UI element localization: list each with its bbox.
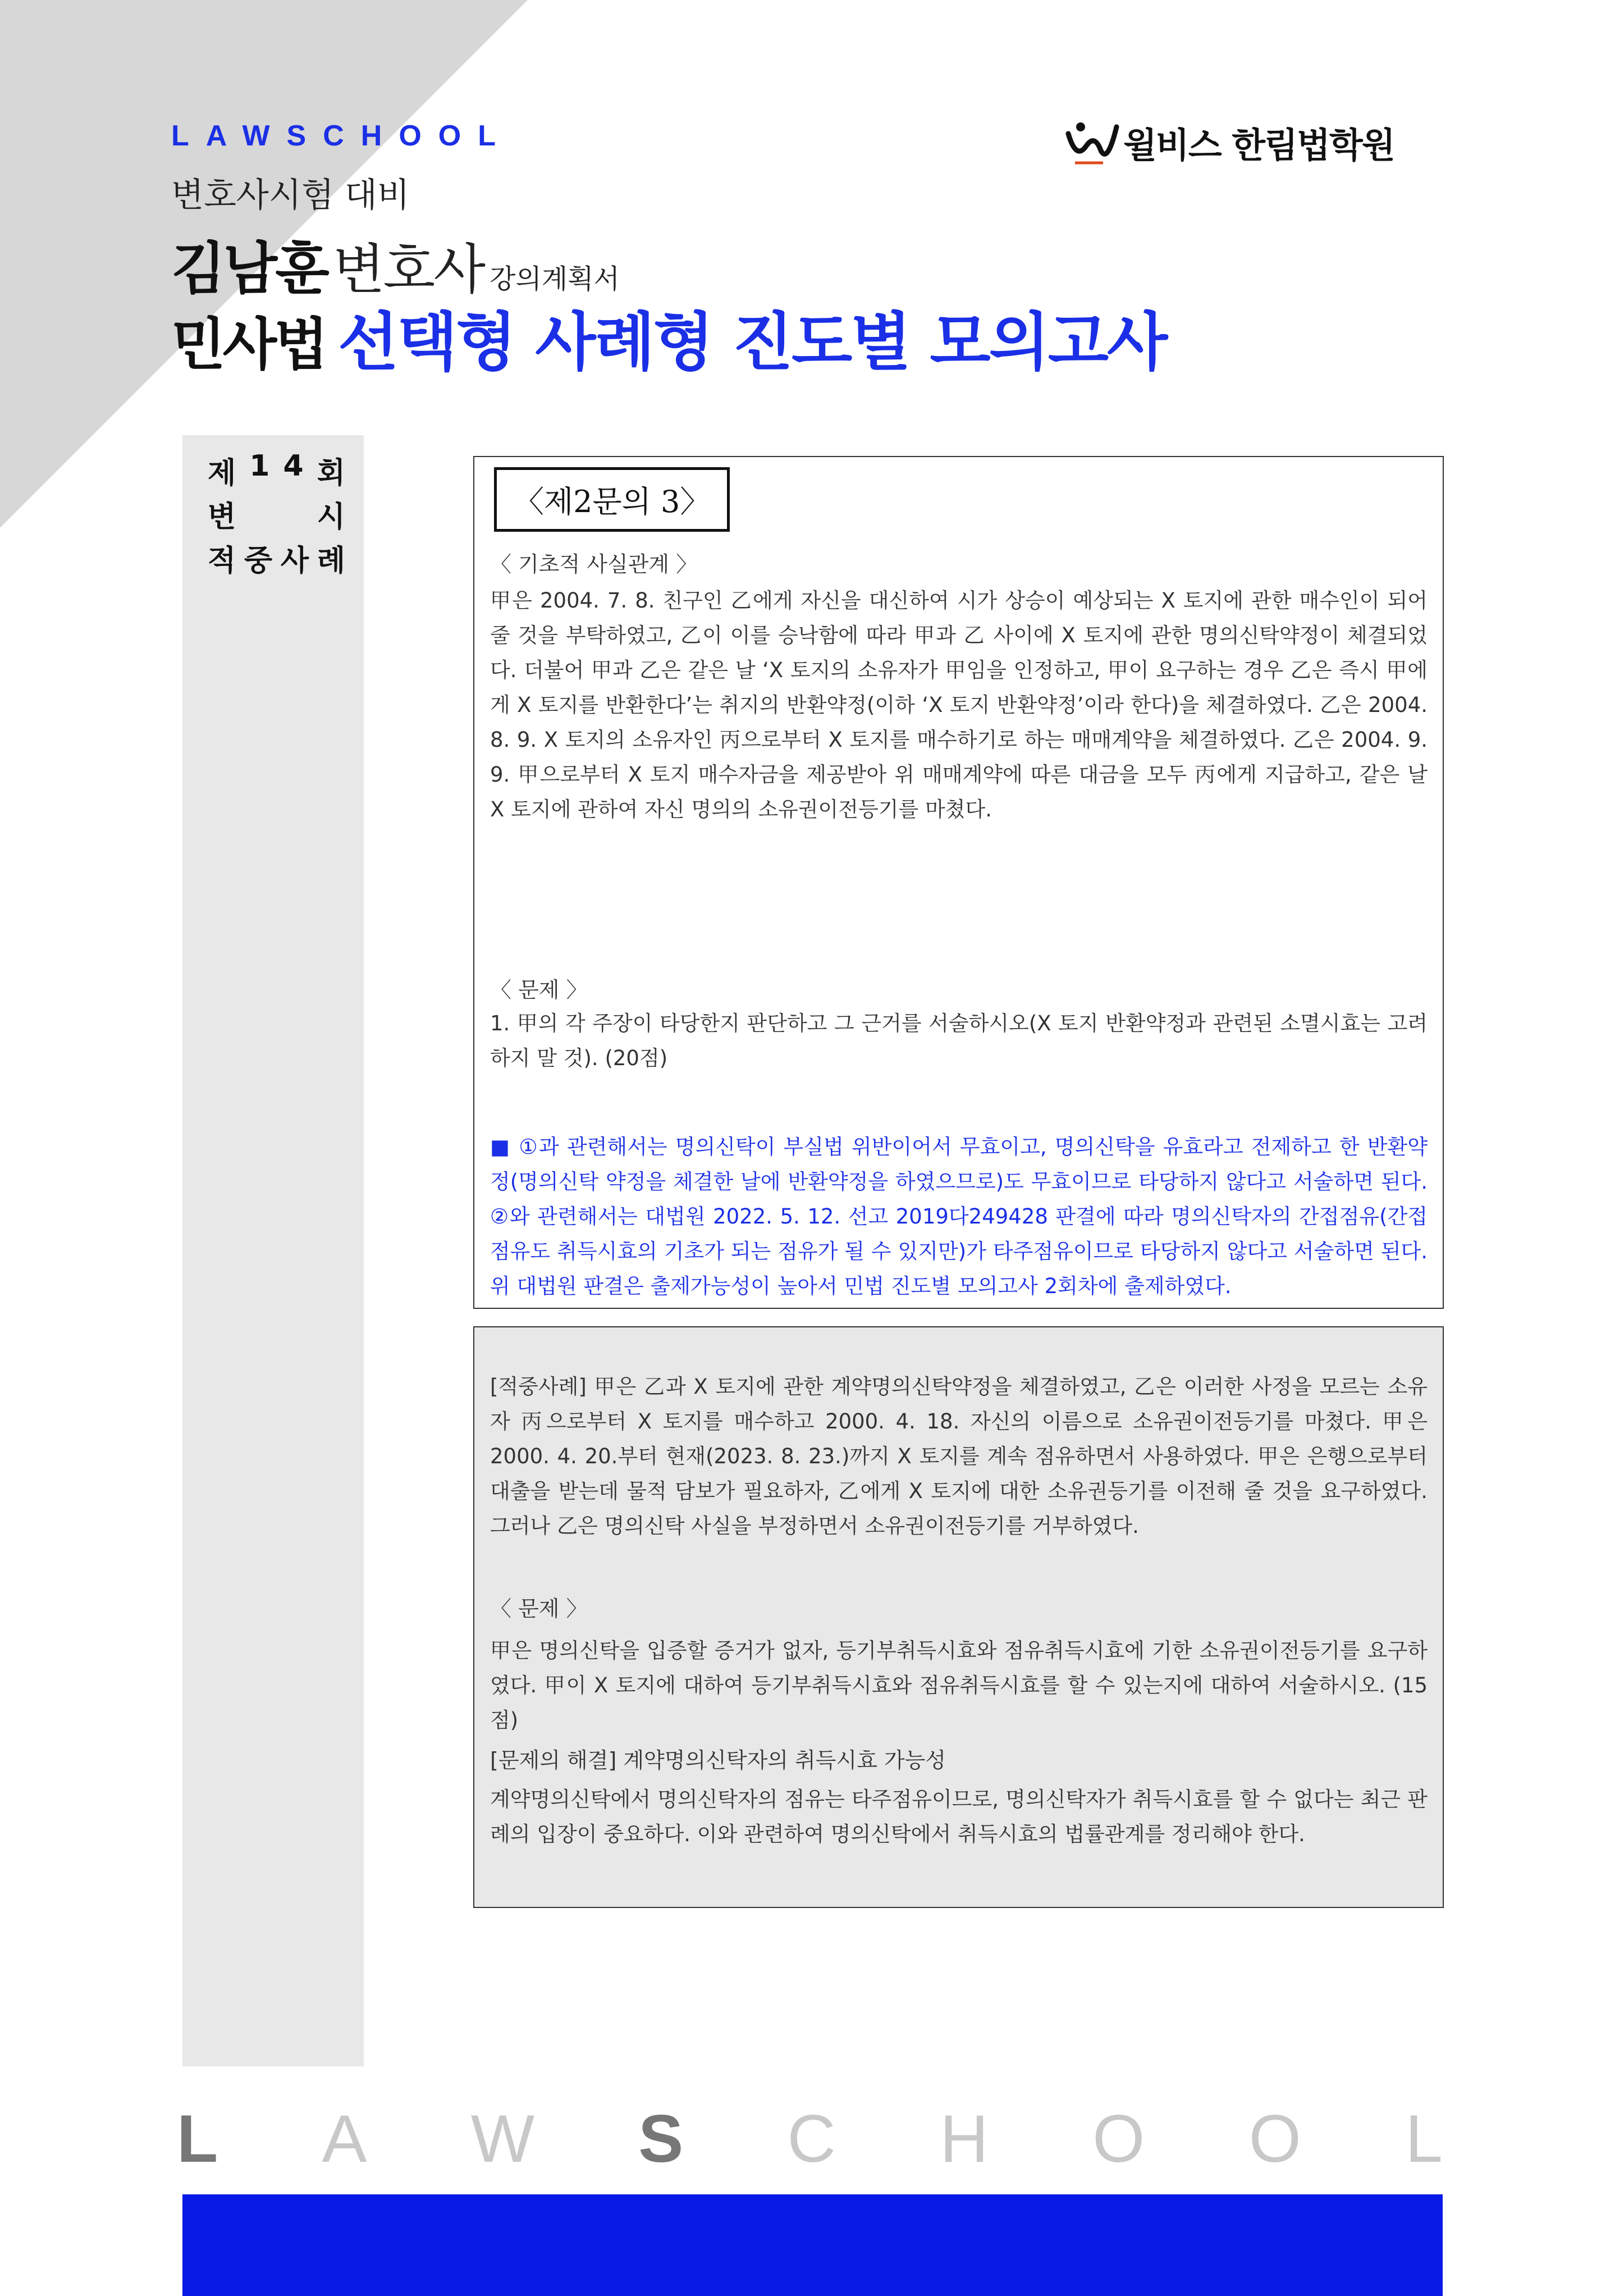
lecturer-title: 변호사 bbox=[332, 238, 484, 301]
footer-letter: H bbox=[940, 2101, 989, 2176]
plan-label: 강의계획서 bbox=[490, 263, 620, 295]
side-char: 제 bbox=[208, 457, 236, 490]
course-title-line bbox=[171, 292, 1166, 382]
solution-text: 계약명의신탁에서 명의신탁자의 점유는 타주점유이므로, 명의신탁자가 취득시효를 할 수 없다는 최근 판례의 입장이 중요하다. 이와 관련하여 명의신탁에서 취득시효의 법률관계를 정리해야 한다. bbox=[490, 1787, 1428, 1846]
footer-letter: O bbox=[1092, 2101, 1145, 2176]
footer-letter: S bbox=[638, 2101, 684, 2176]
question-box bbox=[473, 456, 1444, 1309]
footer-letter: C bbox=[787, 2101, 836, 2176]
side-char: 중 bbox=[244, 544, 273, 578]
side-char: 회 bbox=[317, 457, 345, 490]
side-char: 례 bbox=[317, 544, 345, 578]
facts-header: 〈 기초적 사실관계 〉 bbox=[490, 552, 698, 577]
side-panel bbox=[182, 435, 364, 2066]
commentary-text: ■ ①과 관련해서는 명의신탁이 부실법 위반이어서 무효이고, 명의신탁을 유효라고 전제하고 한 반환약정(명의신탁 약정을 체결한 날에 반환약정을 하였으므로)도 무효이므로 타당하지 않다고 서술하면 된다. ②와 관련해서는 대법원 2022. 5. 12. 선고 2019다249428 판결에 따라 명의신탁자의 간접점유(간접점유도 취득시효의 기초가 되는 점유가 될 수 있지만)가 타주점유이므로 타당하지 않다고 서술하면 된다. 위 대법원 판결은 출제가능성이 높아서 민법 진도별 모의고사 2회차에 출제하였다. bbox=[490, 1135, 1428, 1298]
academy-logo-icon bbox=[1064, 117, 1120, 167]
solution-header: [문제의 해결] 계약명의신탁자의 취득시효 가능성 bbox=[490, 1748, 946, 1773]
footer-letter: O bbox=[1248, 2101, 1302, 2176]
side-char: 변 bbox=[208, 500, 236, 534]
side-exam-label bbox=[208, 493, 345, 535]
question-title: 〈제2문의 3〉 bbox=[494, 467, 730, 532]
academy-name: 윌비스 한림법학원 bbox=[1123, 124, 1394, 166]
similar-case-box bbox=[473, 1326, 1444, 1908]
course-title: 선택형 사례형 진도별 모의고사 bbox=[337, 306, 1166, 379]
facts-text: 甲은 2004. 7. 8. 친구인 乙에게 자신을 대신하여 시가 상승이 예상되는 X 토지에 관한 매수인이 되어 줄 것을 부탁하였고, 乙이 이를 승낙함에 따라 甲과 乙 사이에 X 토지에 관한 명의신탁약정이 체결되었다. 더불어 甲과 乙은 같은 날 ‘X 토지의 소유자가 甲임을 인정하고, 甲이 요구하는 경우 乙은 즉시 甲에게 X 토지를 반환한다’는 취지의 반환약정(이하 ‘X 토지 반환약정’이라 한다)을 체결하였다. 乙은 2004. 8. 9. X 토지의 소유자인 丙으로부터 X 토지를 매수하기로 하는 매매계약을 체결하였다. 乙은 2004. 9. 9. 甲으로부터 X 토지 매수자금을 제공받아 위 매매계약에 따른 대금을 모두 丙에게 지급하고, 같은 날 X 토지에 관하여 자신 명의의 소유권이전등기를 마쳤다. bbox=[490, 588, 1428, 821]
side-char: 적 bbox=[208, 544, 236, 578]
footer-letter: L bbox=[177, 2101, 218, 2176]
side-char: 시 bbox=[317, 500, 345, 534]
footer-blue-band bbox=[182, 2194, 1443, 2296]
similar-problem-text: 甲은 명의신탁을 입증할 증거가 없자, 등기부취득시효와 점유취득시효에 기한 소유권이전등기를 요구하였다. 甲이 X 토지에 대하여 등기부취득시효와 점유취득시효를 할 수 있는지에 대하여 서술하시오. (15점) bbox=[490, 1638, 1428, 1732]
academy-brand bbox=[1064, 117, 1394, 167]
lawschool-footer-wordmark bbox=[177, 2100, 1443, 2178]
side-session-label bbox=[208, 449, 345, 491]
footer-letter: A bbox=[322, 2101, 367, 2176]
side-hit-label bbox=[208, 537, 345, 579]
exam-prep-label: 변호사시험 대비 bbox=[171, 176, 410, 215]
similar-problem-header: 〈 문제 〉 bbox=[490, 1596, 588, 1621]
side-char: 4 bbox=[283, 449, 304, 483]
problem-text: 1. 甲의 각 주장이 타당한지 판단하고 그 근거를 서술하시오(X 토지 반환약정과 관련된 소멸시효는 고려하지 말 것). (20점) bbox=[490, 1011, 1428, 1070]
footer-letter: L bbox=[1405, 2101, 1443, 2176]
side-char: 사 bbox=[280, 544, 309, 578]
side-char: 1 bbox=[249, 449, 270, 483]
subject-label: 민사법 bbox=[171, 312, 326, 377]
footer-letter: W bbox=[470, 2101, 534, 2176]
problem-header: 〈 문제 〉 bbox=[490, 978, 588, 1002]
similar-case-text: [적중사례] 甲은 乙과 X 토지에 관한 계약명의신탁약정을 체결하였고, 乙은 이러한 사정을 모르는 소유자 丙으로부터 X 토지를 매수하고 2000. 4. 18. 자신의 이름으로 소유권이전등기를 마쳤다. 甲은 2000. 4. 20.부터 현재(2023. 8. 23.)까지 X 토지를 계속 점유하면서 사용하였다. 甲은 은행으로부터 대출을 받는데 물적 담보가 필요하자, 乙에게 X 토지에 대한 소유권등기를 이전해 줄 것을 요구하였다. 그러나 乙은 명의신탁 사실을 부정하면서 소유권이전등기를 거부하였다. bbox=[490, 1375, 1428, 1538]
lawschool-wordmark: LAWSCHOOL bbox=[171, 120, 513, 152]
lecturer-name: 김남훈 bbox=[171, 236, 327, 302]
